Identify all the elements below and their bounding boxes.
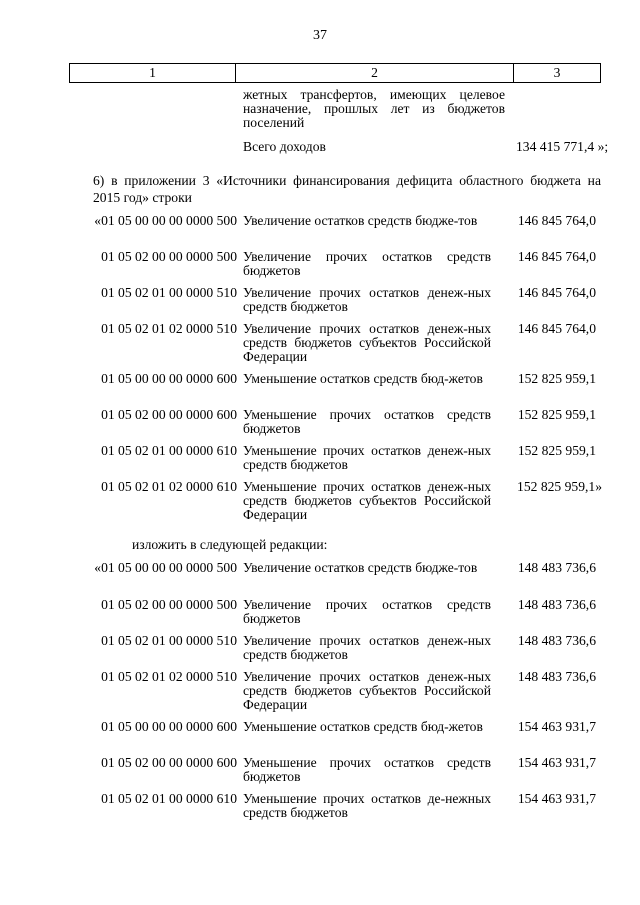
page-number: 37 — [313, 28, 327, 43]
row-amount: 148 483 736,6 — [517, 669, 596, 684]
row-description: Уменьшение прочих остатков денеж-ных средств бюджетов — [243, 443, 491, 472]
paragraph-6: 6) в приложении 3 «Источники финансирования дефицита областного бюджета на 2015 год» строки — [93, 173, 601, 205]
row-code: «01 05 00 00 00 0000 500 — [94, 560, 237, 575]
row-amount: 154 463 931,7 — [517, 755, 596, 770]
row-description: Увеличение остатков средств бюдже-тов — [243, 213, 478, 228]
row-code: 01 05 02 01 00 0000 610 — [101, 791, 237, 806]
row-code: 01 05 02 00 00 0000 600 — [101, 755, 237, 770]
row-amount: 146 845 764,0 — [517, 321, 596, 336]
row-code: 01 05 02 01 00 0000 510 — [101, 285, 237, 300]
row-amount: 146 845 764,0 — [517, 249, 596, 264]
row-description: Увеличение прочих остатков денеж-ных средств бюджетов субъектов Российской Федерации — [243, 321, 491, 364]
row-amount: 154 463 931,7 — [517, 791, 596, 806]
row-code: 01 05 02 00 00 0000 500 — [101, 597, 237, 612]
row-amount: 146 845 764,0 — [517, 213, 596, 228]
row-code: «01 05 00 00 00 0000 500 — [94, 213, 237, 228]
row-amount: 154 463 931,7 — [517, 719, 596, 734]
row-description: Уменьшение остатков средств бюд-жетов — [243, 719, 483, 734]
row-amount: 146 845 764,0 — [517, 285, 596, 300]
row-description: Уменьшение остатков средств бюд-жетов — [243, 371, 483, 386]
header-col-2: 2 — [236, 64, 514, 82]
row-code: 01 05 02 01 00 0000 510 — [101, 633, 237, 648]
row-code: 01 05 02 01 00 0000 610 — [101, 443, 237, 458]
row-amount: 152 825 959,1» — [517, 479, 602, 494]
row-code: 01 05 00 00 00 0000 600 — [101, 719, 237, 734]
row-description: Уменьшение прочих остатков средств бюджетов — [243, 407, 491, 436]
row-amount: 148 483 736,6 — [517, 560, 596, 575]
row-code: 01 05 02 00 00 0000 600 — [101, 407, 237, 422]
row-amount: 152 825 959,1 — [517, 407, 596, 422]
row-amount: 152 825 959,1 — [517, 443, 596, 458]
row-code: 01 05 02 00 00 0000 500 — [101, 249, 237, 264]
row-description: Увеличение прочих остатков денеж-ных средств бюджетов — [243, 633, 491, 662]
row-description: Уменьшение прочих остатков средств бюджетов — [243, 755, 491, 784]
header-col-1: 1 — [70, 64, 236, 82]
table-header — [69, 63, 601, 83]
row-description: Увеличение прочих остатков средств бюджетов — [243, 249, 491, 278]
row-code: 01 05 02 01 02 0000 510 — [101, 669, 237, 684]
total-label: Всего доходов — [243, 139, 326, 154]
row-description: Уменьшение прочих остатков де-нежных средств бюджетов — [243, 791, 491, 820]
row-amount: 148 483 736,6 — [517, 597, 596, 612]
header-col-3: 3 — [553, 65, 561, 80]
row-description: Увеличение прочих остатков средств бюджетов — [243, 597, 491, 626]
row-description: Увеличение остатков средств бюдже-тов — [243, 560, 478, 575]
row-description: Увеличение прочих остатков денеж-ных средств бюджетов субъектов Российской Федерации — [243, 669, 491, 712]
new-edition-label: изложить в следующей редакции: — [132, 537, 328, 552]
row-code: 01 05 02 01 02 0000 510 — [101, 321, 237, 336]
row-description: Увеличение прочих остатков денеж-ных средств бюджетов — [243, 285, 491, 314]
row-amount: 148 483 736,6 — [517, 633, 596, 648]
total-value: 134 415 771,4 »; — [516, 139, 609, 154]
row-description: Уменьшение прочих остатков денеж-ных средств бюджетов субъектов Российской Федерации — [243, 479, 491, 522]
row-amount: 152 825 959,1 — [517, 371, 596, 386]
continued-description: жетных трансфертов, имеющих целевое назначение, прошлых лет из бюджетов поселений — [243, 87, 505, 130]
row-code: 01 05 00 00 00 0000 600 — [101, 371, 237, 386]
row-code: 01 05 02 01 02 0000 610 — [101, 479, 237, 494]
